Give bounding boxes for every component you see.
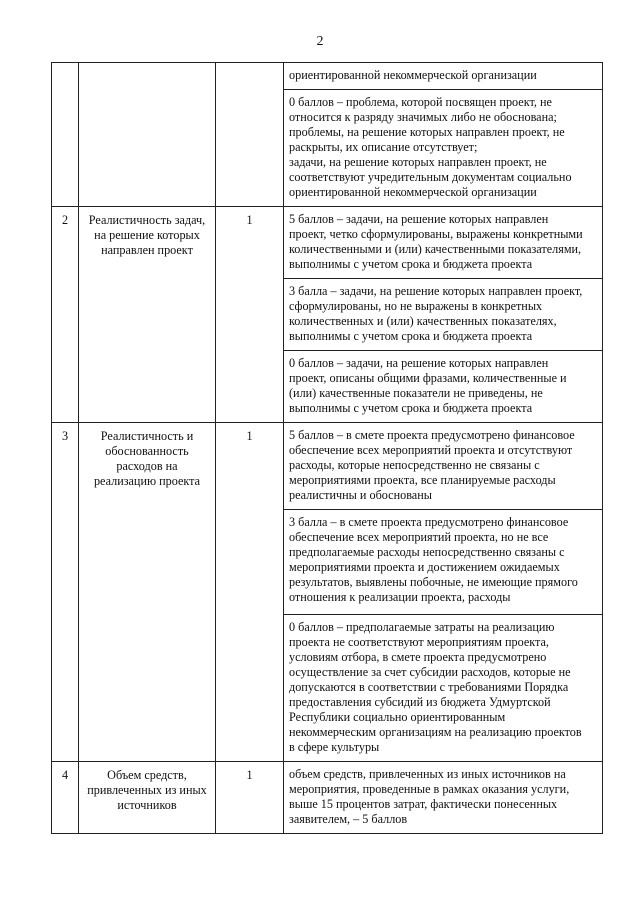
criteria-table (51, 62, 603, 834)
description-line: количественных и (или) качественных показателях, (289, 314, 557, 328)
description-line: проблемы, на решение которых направлен проект, не (289, 125, 565, 139)
description-line: предполагаемые расходы непосредственно связаны с (289, 545, 565, 559)
criterion-weight: 1 (216, 762, 284, 834)
description-line: отношения к реализации проекта, расходы (289, 590, 511, 604)
description-line: объем средств, привлеченных из иных источников на (289, 767, 566, 781)
description-line: выполнимы с учетом срока и бюджета проекта (289, 257, 533, 271)
description-line: ориентированной некоммерческой организации (289, 68, 537, 82)
score-description (284, 615, 603, 762)
description-line: проект, четко сформулированы, выражены конкретными (289, 227, 583, 241)
score-description (284, 423, 603, 510)
description-line: расходы, которые непосредственно не связаны с (289, 458, 540, 472)
description-line: выполнимы с учетом срока и бюджета проекта (289, 401, 533, 415)
description-line: ориентированной некоммерческой организации (289, 185, 537, 199)
table-row (52, 762, 603, 834)
description-line: выше 15 процентов затрат, фактически понесенных (289, 797, 558, 811)
description-line: проекта не соответствуют мероприятиям проекта, (289, 635, 549, 649)
description-line: относится к разряду значимых либо не обоснована; (289, 110, 557, 124)
description-line: допускаются в соответствии с требованиями Порядка (289, 680, 569, 694)
description-line: количественными и (или) качественными показателями, (289, 242, 582, 256)
description-line: некоммерческим организациям на реализацию проектов (289, 725, 582, 739)
criterion-number: 4 (52, 762, 79, 834)
description-line: раскрыты, их описание отсутствует; (289, 140, 478, 154)
description-line: результатов, выявлены побочные, не имеющие прямого (289, 575, 578, 589)
criterion-weight: 1 (216, 423, 284, 762)
description-line: проект, описаны общими фразами, количественные и (289, 371, 567, 385)
criterion-name: Объем средств, привлеченных из иных источников (79, 762, 216, 834)
criterion-number: 2 (52, 207, 79, 423)
score-description (284, 762, 603, 834)
criterion-name: Реалистичность и обоснованность расходов на реализацию проекта (79, 423, 216, 762)
score-description (284, 510, 603, 615)
description-line: мероприятиями проекта, все планируемые расходы (289, 473, 556, 487)
score-description (284, 63, 603, 90)
description-line: 0 баллов – задачи, на решение которых направлен (289, 356, 549, 370)
description-line: 5 баллов – задачи, на решение которых направлен (289, 212, 549, 226)
description-line: заявителем, – 5 баллов (289, 812, 408, 826)
description-line: обеспечение всех мероприятий проекта и отсутствуют (289, 443, 573, 457)
description-line: 0 баллов – предполагаемые затраты на реализацию (289, 620, 555, 634)
description-line: задачи, на решение которых направлен проект, не (289, 155, 547, 169)
score-description (284, 90, 603, 207)
description-line: мероприятиями проекта и достижением ожидаемых (289, 560, 560, 574)
criterion-weight: 1 (216, 207, 284, 423)
table-row (52, 63, 603, 90)
score-description (284, 207, 603, 279)
score-description (284, 351, 603, 423)
criterion-weight (216, 63, 284, 207)
criteria-table-body (52, 63, 603, 834)
criterion-name (79, 63, 216, 207)
description-line: 5 баллов – в смете проекта предусмотрено финансовое (289, 428, 575, 442)
page-number: 2 (316, 34, 324, 49)
description-line: сформулированы, но не выражены в конкретных (289, 299, 543, 313)
table-row (52, 423, 603, 510)
description-line: реалистичны и обоснованы (289, 488, 432, 502)
criterion-number (52, 63, 79, 207)
score-description (284, 279, 603, 351)
description-line: обеспечение всех мероприятий проекта, но не все (289, 530, 549, 544)
description-line: осуществление за счет субсидии расходов, которые не (289, 665, 571, 679)
description-line: Республики социально ориентированным (289, 710, 506, 724)
description-line: соответствуют учредительным документам социально (289, 170, 572, 184)
criterion-name: Реалистичность задач, на решение которых направлен проект (79, 207, 216, 423)
description-line: предоставления субсидий из бюджета Удмуртской (289, 695, 551, 709)
description-line: (или) качественные показатели не приведены, не (289, 386, 543, 400)
description-line: 0 баллов – проблема, которой посвящен проект, не (289, 95, 552, 109)
description-line: 3 балла – в смете проекта предусмотрено финансовое (289, 515, 569, 529)
description-line: выполнимы с учетом срока и бюджета проекта (289, 329, 533, 343)
criterion-number: 3 (52, 423, 79, 762)
description-line: в сфере культуры (289, 740, 380, 754)
description-line: мероприятия, проведенные в рамках оказания услуги, (289, 782, 570, 796)
description-line: условиям отбора, в смете проекта предусмотрено (289, 650, 547, 664)
table-row (52, 207, 603, 279)
description-line: 3 балла – задачи, на решение которых направлен проект, (289, 284, 583, 298)
